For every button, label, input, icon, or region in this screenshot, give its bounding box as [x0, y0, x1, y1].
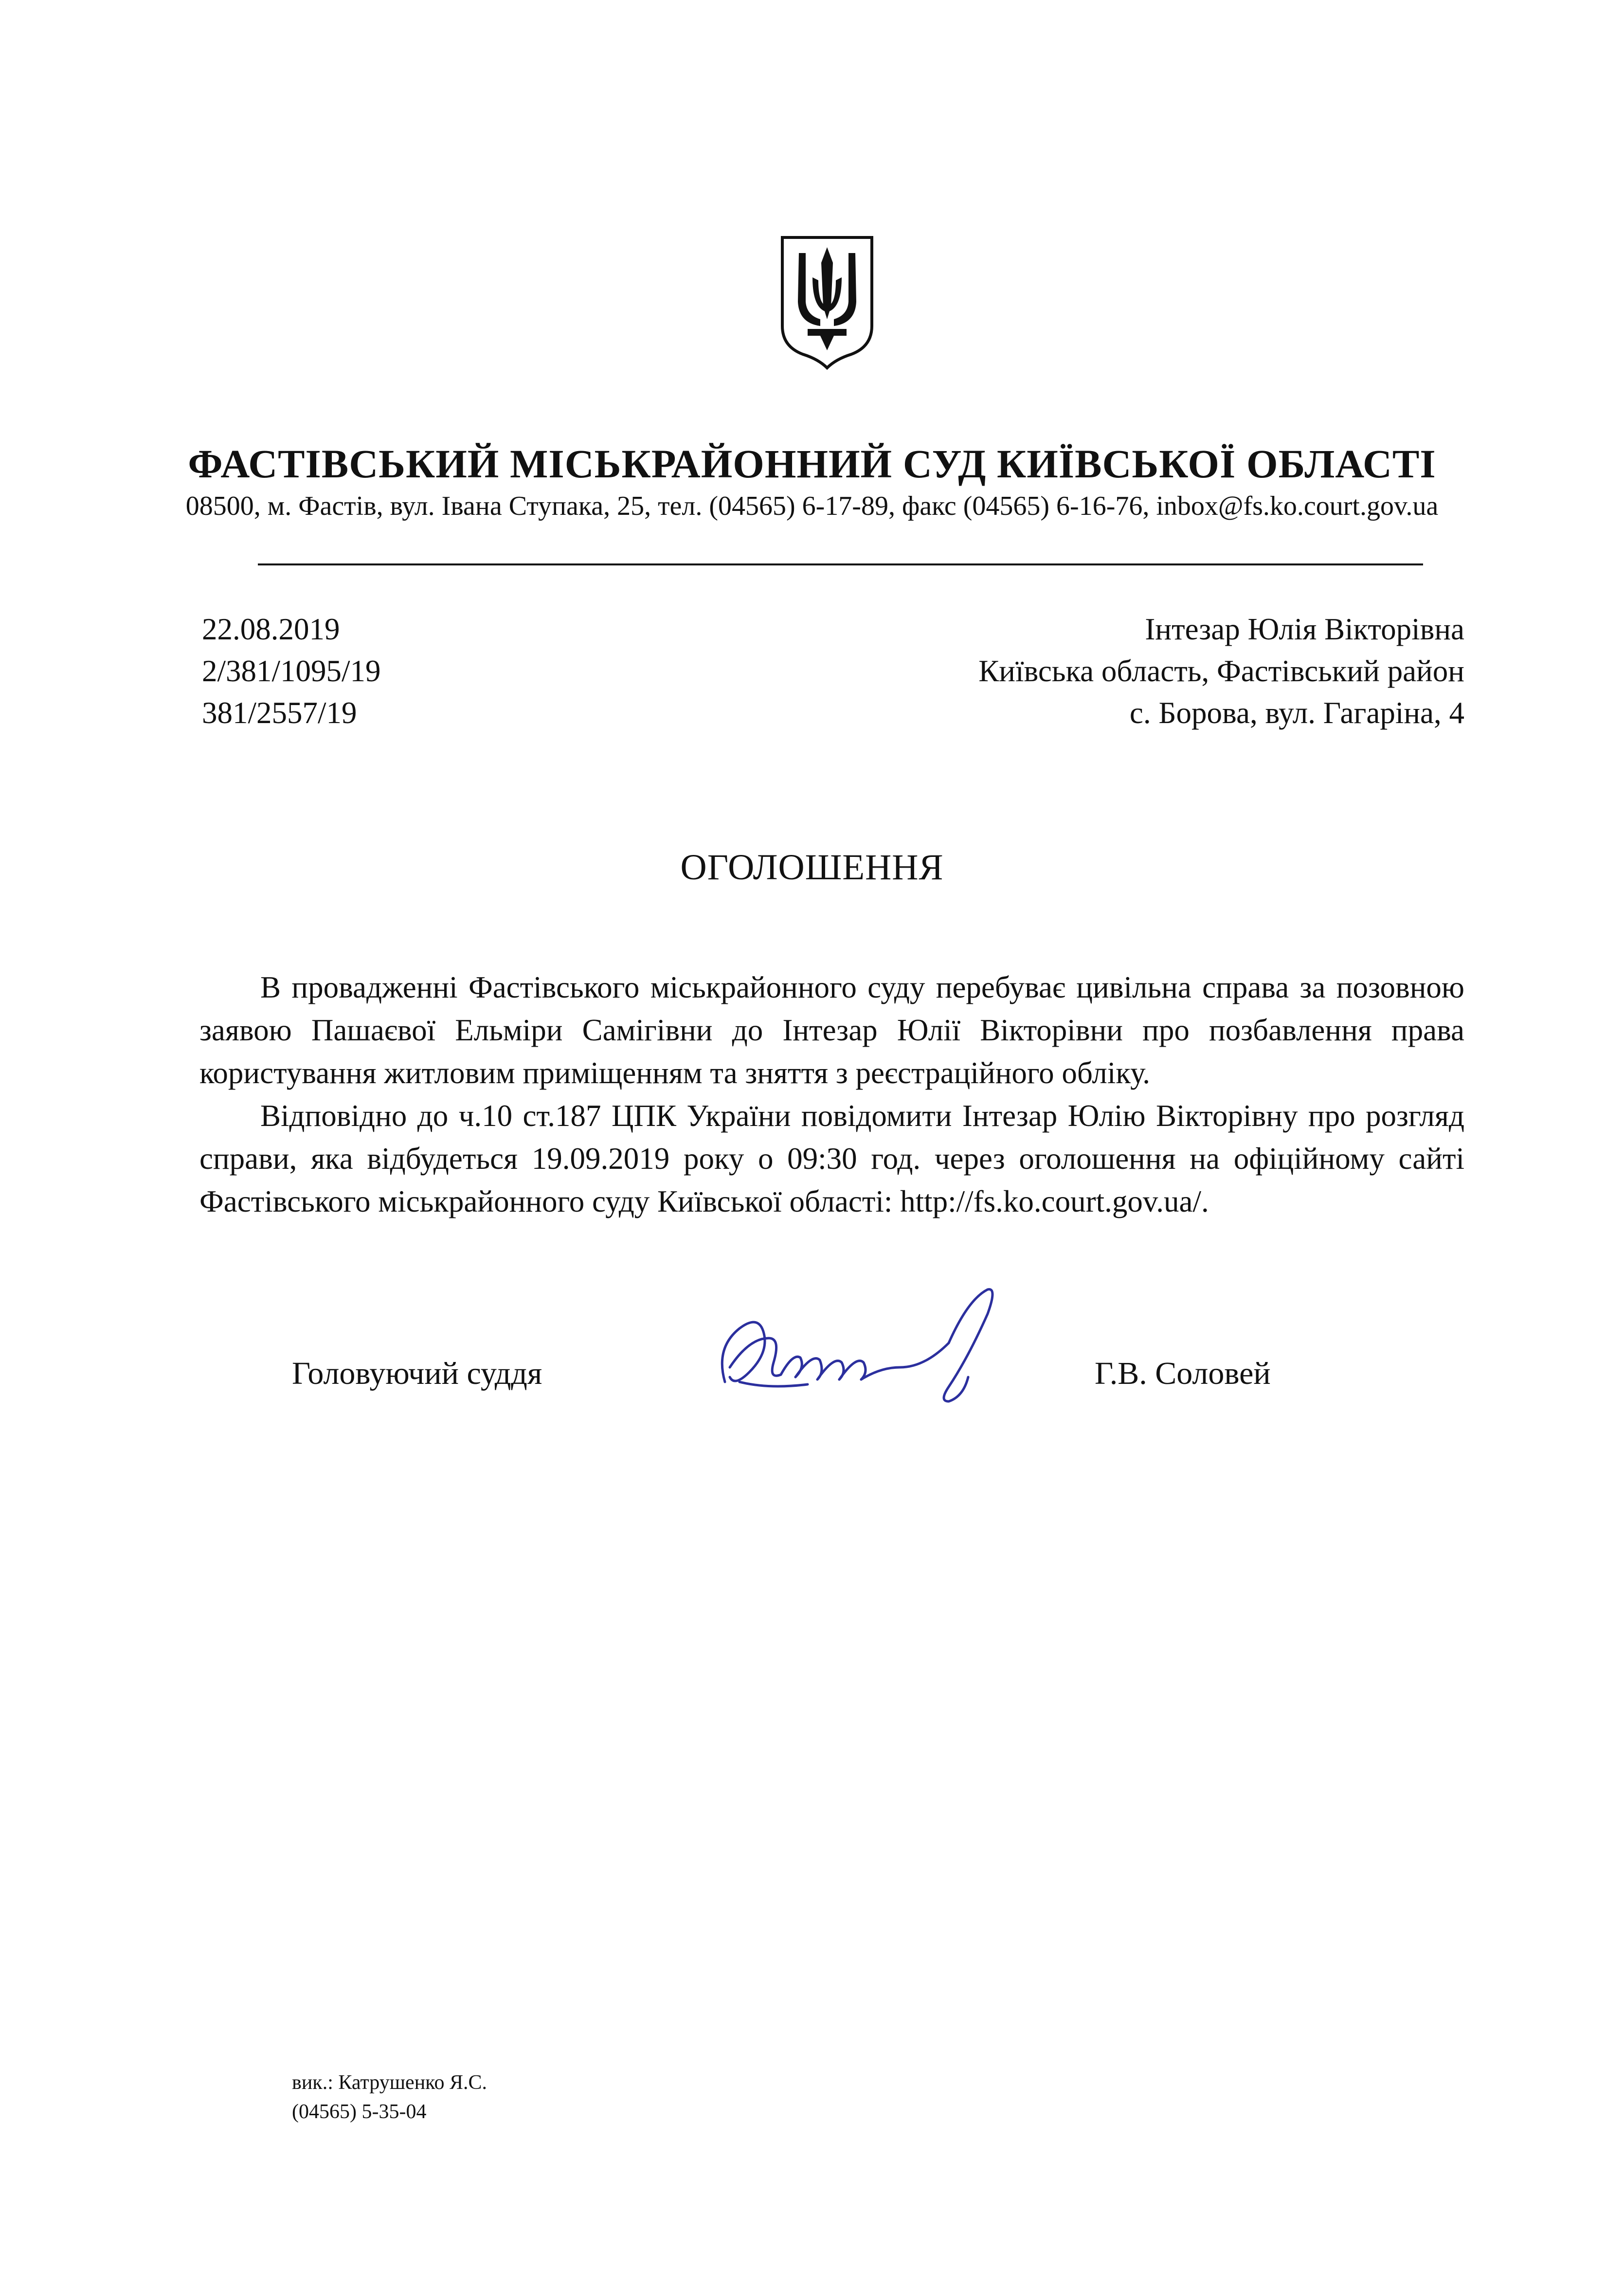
case-number: 2/381/1095/19 — [202, 654, 381, 688]
document-meta — [202, 608, 381, 734]
document-title: ОГОЛОШЕННЯ — [680, 847, 944, 888]
proceeding-number: 381/2557/19 — [202, 696, 357, 730]
executor-info — [292, 2068, 487, 2126]
body-paragraph-1: В провадженні Фастівського міськрайонного суду перебуває цивільна справа за позовною заявою Пашаєвої Ельміри Самігівни до Інтезар Юлії Вікторівни про позбавлення права користування житловим приміщенням та зняття з реєстраційного обліку. — [199, 970, 1464, 1090]
document-date: 22.08.2019 — [202, 612, 340, 646]
judge-name: Г.В. Соловей — [1095, 1356, 1271, 1391]
addressee-region: Київська область, Фастівський район — [978, 654, 1464, 688]
addressee-name: Інтезар Юлія Вікторівна — [1145, 612, 1464, 646]
addressee-street: с. Борова, вул. Гагаріна, 4 — [1129, 696, 1464, 730]
body-paragraph-2: Відповідно до ч.10 ст.187 ЦПК України повідомити Інтезар Юлію Вікторівну про розгляд справи, яка відбудеться 19.09.2019 року о 09:30 год. через оголошення на офіційному сайті Фастівського міськрайонного суду Київської області: http://fs.ko.court.gov.ua/. — [199, 1099, 1464, 1218]
court-name: ФАСТІВСЬКИЙ МІСЬКРАЙОННИЙ СУД КИЇВСЬКОЇ ОБЛАСТІ — [188, 441, 1436, 486]
court-address: 08500, м. Фастів, вул. Івана Ступака, 25, тел. (04565) 6-17-89, факс (04565) 6-16-76, inbox@fs.ko.court.gov.ua — [185, 491, 1439, 521]
document-body — [199, 966, 1464, 1223]
coat-of-arms-icon — [778, 234, 876, 370]
header-divider — [258, 563, 1423, 565]
executor-name: вик.: Катрушенко Я.С. — [292, 2071, 487, 2094]
addressee-block — [924, 608, 1464, 734]
handwritten-signature — [696, 1270, 1027, 1411]
judge-role: Головуючий суддя — [292, 1356, 542, 1391]
executor-phone: (04565) 5-35-04 — [292, 2101, 427, 2123]
